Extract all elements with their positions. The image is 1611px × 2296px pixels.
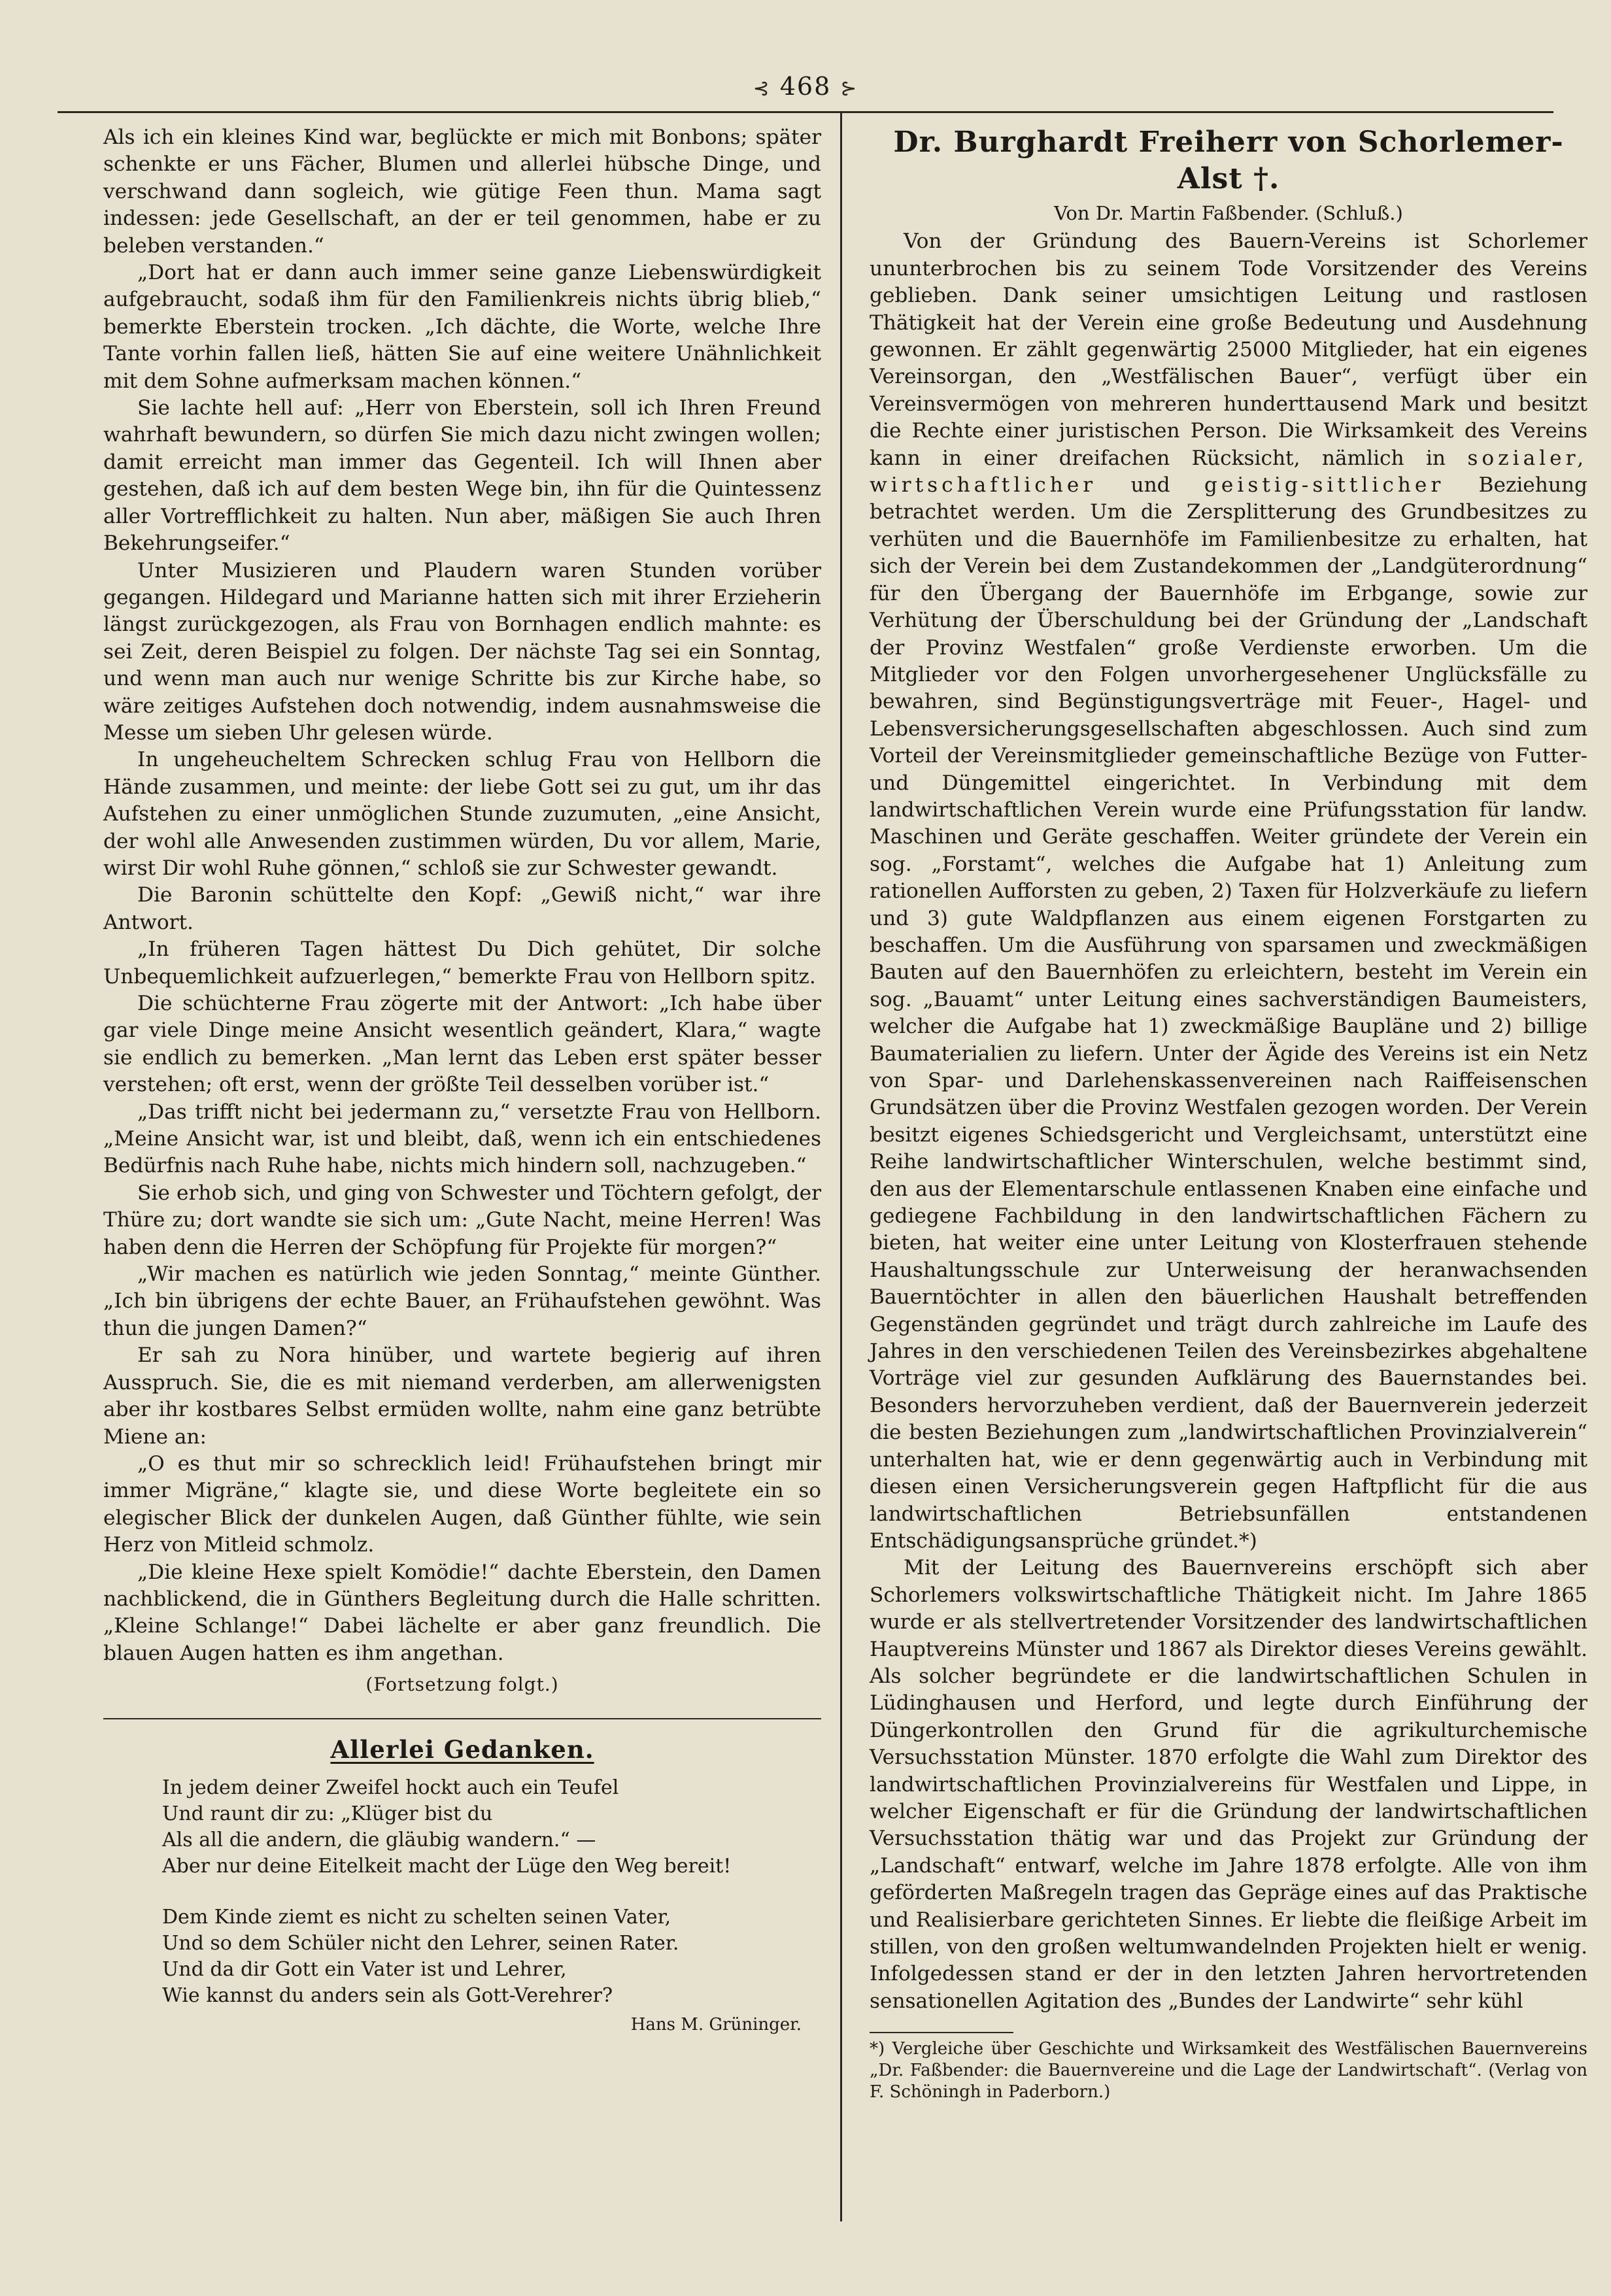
- article-text: Beziehung betrachtet werden. Um die Zersplitterung des Grundbesitzes zu verhüten und die Bauernhöfe im Familienbesitze zu erhalten, hat sich der Verein bei dem Zustandekommen der „Landgüterordnung“ für den Übergang der Bauernhöfe im Erbgange, sowie zur Verhütung der Überschuldung bei der Gründung der „Landschaft der Provinz Westfalen“ große Verdienste erworben. Um die Mitglieder vor den Folgen unvorhergesehener Unglücksfälle zu bewahren, sind Begünstigungsverträge mit Feuer-, Hagel- und Lebensversicherungsgesellschaften abgeschlossen. Auch sind zum Vorteil der Vereinsmitglieder gemeinschaftliche Bezüge von Futter- und Düngemittel eingerichtet. In Verbindung mit dem landwirtschaftlichen Verein wurde eine Prüfungsstation für landw. Maschinen und Geräte geschaffen. Weiter gründete der Verein ein sog. „Forstamt“, welches die Aufgabe hat 1) Anleitung zum rationellen Aufforsten zu geben, 2) Taxen für Holzverkäufe zu liefern und 3) gute Waldpflanzen aus einem eigenen Forstgarten zu beschaffen. Um die Ausführung von sparsamen und zweckmäßigen Bauten auf den Bauernhöfen zu erleichtern, besteht im Verein ein sog. „Bauamt“ unter Leitung eines sachverständigen Baumeisters, welcher die Aufgabe hat 1) zweckmäßige Baupläne und 2) billige Baumaterialien zu liefern. Unter der Ägide des Vereins ist ein Netz von Spar- und Darlehenskassenvereinen nach Raiffeisenschen Grundsätzen über die Provinz Westfalen gezogen worden. Der Verein besitzt eigenes Schiedsgericht und Vergleichsamt, unterstützt eine Reihe landwirtschaftlicher Winterschulen, welche bestimmt sind, den aus der Elementarschule entlassenen Knaben eine einfache und gediegene Fachbildung in den landwirtschaftlichen Fächern zu bieten, hat weiter eine unter Leitung von Klosterfrauen stehende Haushaltungsschule zur Unterweisung der heranwachsenden Bauerntöchter in allen den bäuerlichen Haushalt betreffenden Gegenständen gegründet und trägt durch zahlreiche im Laufe des Jahres in den verschiedenen Teilen des Vereinsbezirkes abgehaltene Vorträge viel zur gesunden Aufklärung des Bauernstandes bei. Besonders hervorzuheben verdient, daß der Bauernverein jederzeit die besten Beziehungen zum „landwirtschaftlichen Provinzialverein“ unterhalten hat, wie er denn gegenwärtig auch in Verbindung mit diesen einen Versicherungsverein gegen Haftpflicht für die aus landwirtschaftlichen Betriebsunfällen entstandenen Entschädigungsansprüche gründet.*): [870, 473, 1587, 1553]
- poem-line: Dem Kinde ziemt es nicht zu schelten seinen Vater,: [162, 1905, 671, 1929]
- story-paragraph: Als ich ein kleines Kind war, beglückte er mich mit Bonbons; später schenkte er uns Fächer, Blumen und allerlei hübsche Dinge, und verschwand dann sogleich, wie gütige Feen thun. Mama sagt indessen: jede Gesellschaft, an der er teil genommen, habe er zu beleben verstanden.“: [103, 126, 821, 258]
- ornament-right-icon: ⊱: [840, 77, 858, 100]
- right-column: [870, 124, 1587, 2103]
- poem-stanza-2: [162, 1904, 821, 2009]
- header-rule: [58, 111, 1553, 113]
- page-number-text: 468: [779, 72, 832, 101]
- newspaper-page: [58, 47, 1587, 2250]
- poem-line: Und da dir Gott ein Vater ist und Lehrer,: [162, 1957, 567, 1981]
- story-paragraph: Die schüchterne Frau zögerte mit der Antwort: „Ich habe über gar viele Dinge meine Ansicht wesentlich geändert, Klara,“ wagte sie endlich zu bemerken. „Man lernt das Leben erst später besser verstehen; oft erst, wenn der größte Teil desselben vorüber ist.“: [103, 992, 821, 1097]
- emphasis-text: geistig-sittlicher: [1204, 473, 1445, 498]
- page-number: [58, 72, 1553, 101]
- poem-title: Allerlei Gedanken.: [330, 1734, 594, 1764]
- story-paragraph: In ungeheucheltem Schrecken schlug Frau von Hellborn die Hände zusammen, und meinte: der liebe Gott sei zu gut, um ihr das Aufstehen zu einer unmöglichen Stunde zuzumuten, „eine Ansicht, der wohl alle Anwesenden zustimmen würden, Du vor allem, Marie, wirst Dir wohl Ruhe gönnen,“ schloß sie zur Schwester gewandt.: [103, 748, 821, 880]
- column-divider: [840, 111, 842, 2221]
- article-paragraph: [870, 228, 1587, 1555]
- article-paragraph: Mit der Leitung des Bauernvereins erschöpft sich aber Schorlemers volkswirtschaftliche Thätigkeit nicht. Im Jahre 1865 wurde er als stellvertretender Vorsitzender des landwirtschaftlichen Hauptvereins Münster und 1867 als Direktor dieses Vereins gewählt. Als solcher begründete er die landwirtschaftlichen Schulen in Lüdinghausen und Herford, und legte durch Einführung der Düngerkontrollen den Grund für die agrikulturchemische Versuchsstation Münster. 1870 erfolgte die Wahl zum Direktor des landwirtschaftlichen Provinzialvereins für Westfalen und Lippe, in welcher Eigenschaft er für die Gründung der landwirtschaftlichen Versuchsstation thätig war und das Projekt zur Gründung der „Landschaft“ entwarf, welche im Jahre 1878 erfolgte. Alle von ihm geförderten Maßregeln tragen das Gepräge eines auf das Praktische und Realisierbare gerichteten Sinnes. Er liebte die fleißige Arbeit im stillen, von den großen weltumwandelnden Projekten hielt er wenig. Infolgedessen stand er der in den letzten Jahren hervortretenden sensationellen Agitation des „Bundes der Landwirte“ sehr kühl: [870, 1556, 1587, 2013]
- poem-line: Aber nur deine Eitelkeit macht der Lüge den Weg bereit!: [162, 1854, 732, 1878]
- story-paragraph: „Das trifft nicht bei jedermann zu,“ versetzte Frau von Hellborn. „Meine Ansicht war, ist und bleibt, daß, wenn ich ein entschiedenes Bedürfnis nach Ruhe habe, nichts mich hindern soll, nachzugeben.“: [103, 1100, 821, 1178]
- article-title: Dr. Burghardt Freiherr von Schorlemer-Alst †.: [893, 126, 1564, 195]
- story-paragraph: „Dort hat er dann auch immer seine ganze Liebenswürdigkeit aufgebraucht, sodaß ihm für den Familienkreis nichts übrig blieb,“ bemerkte Eberstein trocken. „Ich dächte, die Worte, welche Ihre Tante vorhin fallen ließ, hätten Sie auf eine weitere Unähnlichkeit mit dem Sohne aufmerksam machen können.“: [103, 261, 821, 393]
- story-paragraph: „O es thut mir so schrecklich leid! Frühaufstehen bringt mir immer Migräne,“ klagte sie, und diese Worte begleitete ein so elegischer Blick der dunkelen Augen, daß Günther fühlte, wie sein Herz von Mitleid schmolz.: [103, 1451, 821, 1557]
- footnote: *) Vergleiche über Geschichte und Wirksamkeit des Westfälischen Bauernvereins „Dr. Faßbender: die Bauernvereine und die Lage der Landwirtschaft“. (Verlag von F. Schöningh in Paderborn.): [870, 2039, 1587, 2102]
- story-paragraph: Unter Musizieren und Plaudern waren Stunden vorüber gegangen. Hildegard und Marianne hatten sich mit ihrer Erzieherin längst zurückgezogen, als Frau von Bornhagen endlich mahnte: es sei Zeit, deren Beispiel zu folgen. Der nächste Tag sei ein Sonntag, und wenn man auch nur wenige Schritte bis zur Kirche habe, so wäre zeitiges Aufstehen doch notwendig, indem ausnahmsweise die Messe um sieben Uhr gelesen würde.: [103, 558, 821, 745]
- continued-note: (Fortsetzung folgt.): [365, 1674, 559, 1696]
- story-paragraph: Er sah zu Nora hinüber, und wartete begierig auf ihren Ausspruch. Sie, die es mit niemand verderben, am allerwenigsten aber ihr kostbares Selbst ermüden wollte, nahm eine ganz betrübte Miene an:: [103, 1343, 821, 1449]
- poem-line: Und so dem Schüler nicht den Lehrer, seinen Rater.: [162, 1931, 679, 1955]
- footnote-rule: [870, 2032, 1013, 2033]
- story-paragraph: „In früheren Tagen hättest Du Dich gehütet, Dir solche Unbequemlichkeit aufzuerlegen,“ bemerkte Frau von Hellborn spitz.: [103, 937, 821, 988]
- article-text: und: [1130, 473, 1170, 498]
- poem-author: Hans M. Grüninger.: [630, 2014, 802, 2034]
- story-paragraph: Sie lachte hell auf: „Herr von Eberstein, soll ich Ihren Freund wahrhaft bewundern, so dürfen Sie mich dazu nicht zwingen wollen; damit erreicht man immer das Gegenteil. Ich will Ihnen aber gestehen, daß ich auf dem besten Wege bin, ihn für die Quintessenz aller Vortrefflichkeit zu halten. Nun aber, mäßigen Sie auch Ihren Bekehrungseifer.“: [103, 396, 821, 556]
- poem-line: Als all die andern, die gläubig wandern.“ —: [162, 1828, 596, 1851]
- ornament-left-icon: ⊰: [753, 77, 771, 100]
- article-text: Von der Gründung des Bauern-Vereins ist Schorlemer ununterbrochen bis zu seinem Tode Vorsitzender des Vereins geblieben. Dank seiner umsichtigen Leitung und rastlosen Thätigkeit hat der Verein eine große Bedeutung und Ausdehnung gewonnen. Er zählt gegenwärtig 25000 Mitglieder, hat ein eigenes Vereinsorgan, den „Westfälischen Bauer“, verfügt über ein Vereinsvermögen von mehreren hunderttausend Mark und besitzt die Rechte einer juristischen Person. Die Wirksamkeit des Vereins kann in einer dreifachen Rücksicht, nämlich in: [870, 229, 1587, 470]
- story-paragraph: „Die kleine Hexe spielt Komödie!“ dachte Eberstein, den Damen nachblickend, die in Günthers Begleitung durch die Halle schritten. „Kleine Schlange!“ Dabei lächelte er aber ganz freundlich. Die blauen Augen hatten es ihm angethan.: [103, 1560, 821, 1665]
- story-paragraph: Sie erhob sich, und ging von Schwester und Töchtern gefolgt, der Thüre zu; dort wandte sie sich um: „Gute Nacht, meine Herren! Was haben denn die Herren der Schöpfung für Projekte für morgen?“: [103, 1181, 821, 1259]
- poem-line: In jedem deiner Zweifel hockt auch ein Teufel: [162, 1776, 619, 1799]
- left-column: [103, 124, 821, 2038]
- article-byline: Von Dr. Martin Faßbender. (Schluß.): [1054, 202, 1403, 224]
- poem-line: Wie kannst du anders sein als Gott-Verehrer?: [162, 1984, 613, 2007]
- story-paragraph: „Wir machen es natürlich wie jeden Sonntag,“ meinte Günther. „Ich bin übrigens der echte Bauer, an Frühaufstehen gewöhnt. Was thun die jungen Damen?“: [103, 1262, 821, 1340]
- section-divider: [103, 1718, 821, 1719]
- story-paragraph: Die Baronin schüttelte den Kopf: „Gewiß nicht,“ war ihre Antwort.: [103, 883, 821, 934]
- poem-line: Und raunt dir zu: „Klüger bist du: [162, 1802, 493, 1825]
- emphasis-text: sozialer, wirtschaftlicher: [870, 446, 1587, 498]
- poem-stanza-1: [162, 1775, 821, 1880]
